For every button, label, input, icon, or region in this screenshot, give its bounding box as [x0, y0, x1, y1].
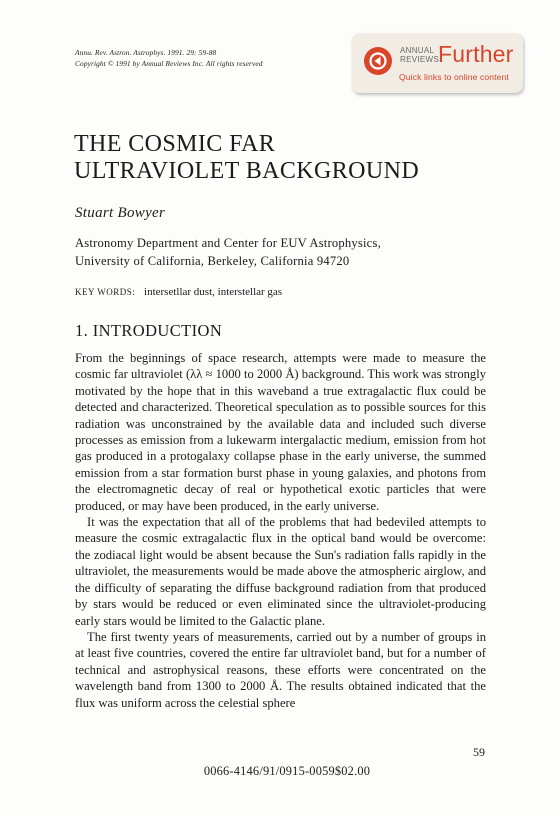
paragraph: From the beginnings of space research, attempts were made to measure the cosmic far ultraviolet (λλ ≈ 1000 to 2000 Å) background. This work was strongly motivated by the hope that in this waveband a true extragalactic flux could be detected and characterized. Theoretical speculation as to possible sources for this radiation was unconstrained by the available data and included such diverse processes as emission from a lukewarm intergalactic medium, emission from hot gas produced in a protogalaxy collapse phase in the early universe, the summed emission from a star formation burst phase in young galaxies, and photons from the electromagnetic decay of real or hypothetical exotic particles that were produced, or may have been produced, in the early universe.	[75, 351, 486, 513]
journal-citation-line: Annu. Rev. Astron. Astrophys. 1991. 29: 59-88	[75, 48, 217, 57]
author-name: Stuart Bowyer	[75, 205, 166, 221]
affiliation-line: Astronomy Department and Center for EUV Astrophysics,	[75, 236, 381, 250]
keywords-label: KEY WORDS:	[75, 287, 136, 297]
copyright-line: Copyright © 1991 by Annual Reviews Inc. All rights reserved	[75, 59, 263, 68]
section-heading: 1. INTRODUCTION	[75, 321, 223, 340]
article-title	[74, 131, 419, 185]
paragraph: It was the expectation that all of the problems that had bedeviled attempts to measure the cosmic extragalactic flux in the optical band would be overcome: the zodiacal light would be absent because the Sun's radiation falls rapidly in the ultraviolet, the measurements would be made above the atmospheric airglow, and the difficulty of separating the diffuse background radiation from that produced by stars would be reduced or even eliminated since the ultraviolet-producing early stars would be limited to the Galactic plane.	[75, 515, 486, 628]
journal-citation	[75, 47, 263, 69]
further-badge[interactable]	[352, 33, 523, 93]
body-text	[75, 350, 486, 711]
title-line: ULTRAVIOLET BACKGROUND	[74, 158, 420, 184]
footer	[0, 764, 560, 779]
paragraph: The first twenty years of measurements, carried out by a number of groups in at least five countries, covered the entire far ultraviolet band, but for a number of technical and astrophysical reasons, these efforts were concentrated on the wavelength band from 1300 to 2000 Å. The results obtained indicated that the flux was uniform across the celestial sphere	[75, 629, 486, 710]
affiliation-line: University of California, Berkeley, California 94720	[75, 254, 350, 268]
annual-reviews-wordmark	[400, 47, 439, 64]
further-label: Further	[438, 41, 514, 67]
affiliation	[75, 234, 381, 270]
article-code: 0066-4146/91/0915-0059$02.00	[203, 764, 371, 778]
keywords	[75, 286, 282, 298]
quick-links-link[interactable]: Quick links to online content	[399, 72, 509, 82]
annual-reviews-logo-icon	[364, 47, 392, 75]
title-line: THE COSMIC FAR	[74, 131, 276, 157]
annual-label: ANNUAL	[400, 46, 435, 55]
reviews-label: REVIEWS	[400, 54, 439, 64]
keywords-value: intersetllar dust, interstellar gas	[144, 286, 283, 298]
page-number: 59	[473, 745, 485, 759]
